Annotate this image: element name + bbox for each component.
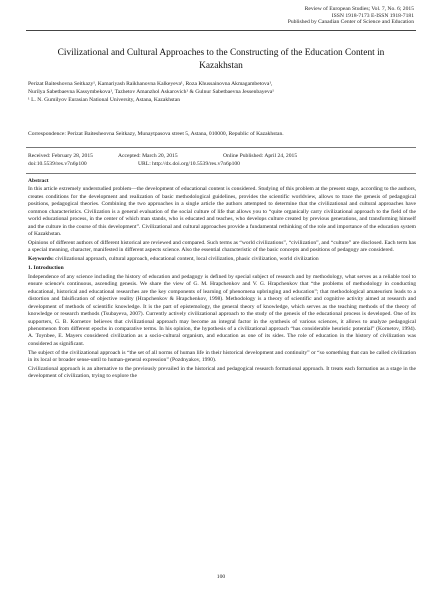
intro-paragraph-1: Independence of any science including the history of education and pedagogy is defined by special subject of research and by methodology, what serves as a reliable tool to ensure science's continuous, ascending genesis. We share the view of G. M. Hrapchenkov and V. G. Hrapchenkov that “the problems of methodology in conducting educational, historical and educational researches are the key components of learning of phenomena upbringing and education”; that methodological amateurism leads to a distortion and falsification of objective reality (Hrapchenkov & Hrapchenkov, 1998). Methodology is a theory of scientific and cognitive activity aimed at research and development of methods of scientific knowledge. It is the part of epistemology, the general theory of knowledge, which serves as the teaching methods of the theory of knowledge or research methods (Tsubayeva, 2007). Currently actively civilizational approach to the study of the genesis of the educational process is developed. One of its supporters, G. B. Kornetov believes that civilizational approach may become an integral factor in the synthesis of various sciences, it allows to analyze pedagogical phenomenon from different epochs in comparative terms. In his opinion, the hypothesis of a civilizational approach “has considerable heuristic potential” (Kornetov, 1994). A. Toynbee, E. Mayers considered civilization as a socio-cultural organism, and education as one of its sides. The role of education in the history of civilization was considered as significant. (28, 273, 416, 347)
intro-paragraph-3: Civilizational approach is an alternative to the previously prevailed in the historical and pedagogical research formational approach. It treats each formation as a stage in the development of civilization, trying to explore the (28, 365, 416, 380)
keywords (28, 256, 416, 263)
abstract-heading: Abstract (28, 178, 49, 184)
author-line-1: Perizat Baiteshovna Seitkazy¹, Kamariyash Raikhanovna Kalkeyeva¹, Roza Khussainovna Akmagambetova¹, (28, 81, 273, 87)
abstract-paragraph-2: Opinions of different authors of different historical are reviewed and compared. Such terms as “world civilizations”, “civilization”, and “culture” are disclosed. Each term has a special meaning, character, manifested in different aspects science. Also the essential characteristic of the basic concepts and positions of pedagogy are considered. (28, 239, 416, 254)
section-divider-bottom (26, 173, 416, 174)
keywords-text: civilizational approach, cultural approach, educational content, local civilization, phasic civilization, world civilization (53, 255, 319, 262)
page-number: 100 (216, 574, 226, 580)
journal-publisher: Published by Canadian Center of Science and Education (287, 19, 414, 26)
section-divider-top (26, 147, 416, 148)
journal-citation: Review of European Studies; Vol. 7, No. 6; 2015 (304, 6, 414, 12)
journal-header (288, 6, 414, 26)
abstract-paragraph-1: In this article extremely understudied problem—the development of educational content is considered. Studying of this problem at the present stage, according to the authors, creates conditions for the development and realization of basic methodological guidelines, provides the scientific worldview, allows to trace the genesis of pedagogical positions, pedagogical theories. Combining the two approaches in a single article the authors attempted to determine that the civilizational and cultural approaches have common characteristics. Civilization is a general evaluation of the social culture of life that allows you to “quite organically carry civilizational approach to the field of the world educational process, in the center of which man stands, who is educated and teaches, who develops culture created by previous generations, and transforming himself and the culture in the course of this development”. Civilizational and cultural approaches provide a fundamental rethinking of the role and importance of the education system of Kazakhstan. (28, 186, 416, 238)
introduction-heading: 1. Introduction (28, 265, 64, 272)
author-line-2: Nurilya Sabetbaevna Kassymbekova¹, Tazhetov Amanzhol Askarovich¹ & Gulnur Sabetbaevna Jessenbayeva¹ (28, 89, 274, 96)
author-affiliation: ¹ L. N. Gumilyov Eurasian National University, Astana, Kazakhstan (28, 97, 181, 104)
publication-dates (28, 152, 414, 168)
header-divider (26, 30, 416, 31)
doi-url-link[interactable]: URL: http://dx.doi.org/10.5539/res.v7n6p100 (138, 161, 240, 167)
author-block (28, 80, 414, 105)
correspondence: Correspondence: Perizat Baitesheovna Seitkazy, Munaytpasova street 5, Astana, 010000, Republic of Kazakhstan. (28, 131, 284, 137)
article-title: Civilizational and Cultural Approaches to the Constructing of the Education Content in Kazakhstan (57, 48, 385, 71)
article-body (28, 178, 416, 382)
accepted-date: Accepted: March 20, 2015 (118, 153, 178, 159)
received-date: Received: February 28, 2015 (28, 153, 93, 159)
journal-issn: ISSN 1918-7173 E-ISSN 1918-7181 (331, 12, 414, 19)
online-date: Online Published: April 24, 2015 (223, 153, 298, 159)
intro-paragraph-2: The subject of the civilizational approach is “the set of all norms of human life in their historical development and continuity” or “so something that can be called civilization in its local or broader sense-until to human-general expression” (Pozdnyakov, 1990). (28, 349, 416, 363)
doi-text: doi:10.5539/res.v7n6p100 (28, 161, 87, 167)
keywords-label: Keywords: (28, 255, 54, 262)
